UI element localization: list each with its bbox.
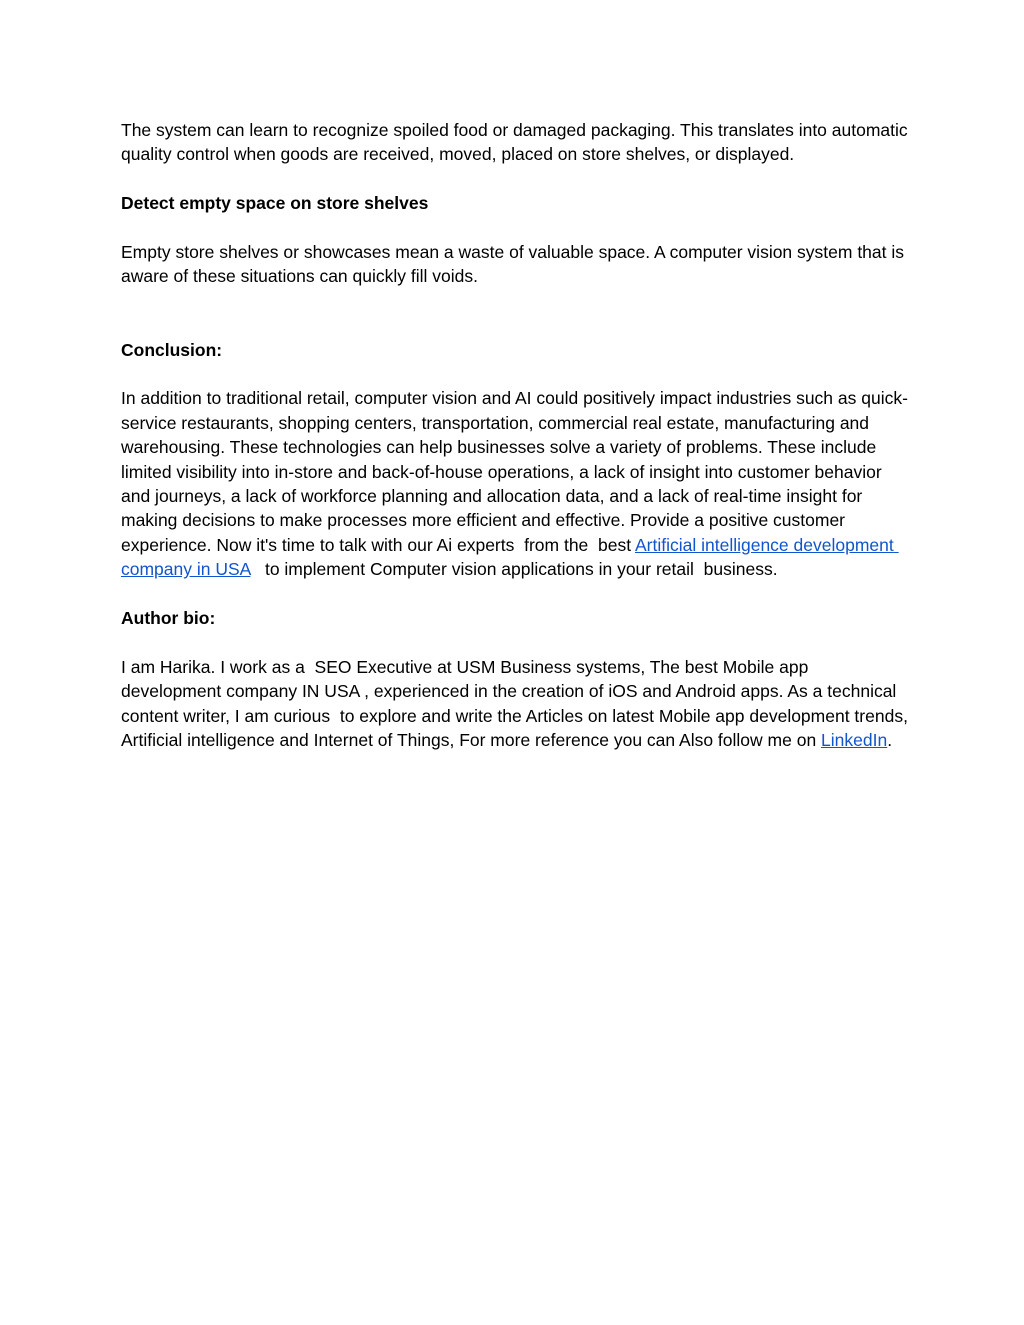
linkedin-link[interactable]: LinkedIn [821, 730, 888, 751]
conclusion-text: In addition to traditional retail, computer vision and AI could positively impact industries such as quick-service restaurants, shopping centers, transportation, commercial real estate, manufacturing and warehousing. These technologies can help businesses solve a variety of problems. These include limited visibility into in-store and back-of-house operations, a lack of insight into customer behavior and journeys, a lack of workforce planning and allocation data, and a lack of real-time insight for making decisions to make processes more efficient and effective. Provide a positive customer experience. Now it's time to talk with our Ai experts from the best [121, 388, 908, 555]
spacer [121, 289, 911, 338]
conclusion-text-end: to implement Computer vision applications in your retail business. [250, 559, 778, 580]
author-bio-text: I am Harika. I work as a SEO Executive at USM Business systems, The best Mobile app development company IN USA , experienced in the creation of iOS and Android apps. As a technical content writer, I am curious to explore and write the Articles on latest Mobile app development trends, Artificial intelligence and Internet of Things, For more reference you can Also follow me on [121, 656, 912, 751]
paragraph-conclusion [121, 386, 911, 581]
paragraph-quality-control: The system can learn to recognize spoiled food or damaged packaging. This translates into automatic quality control when goods are received, moved, placed on store shelves, or displayed. [121, 120, 913, 165]
spacer [121, 216, 911, 240]
paragraph-author-bio [121, 655, 911, 753]
heading-conclusion: Conclusion: [121, 339, 223, 360]
paragraph-empty-shelves: Empty store shelves or showcases mean a waste of valuable space. A computer vision system that is aware of these situations can quickly fill voids. [121, 242, 909, 287]
spacer [121, 630, 911, 654]
ai-company-link[interactable]: Artificial intelligence development company in USA [121, 534, 899, 580]
spacer [121, 582, 911, 606]
heading-author-bio: Author bio: [121, 608, 216, 629]
heading-empty-shelves: Detect empty space on store shelves [121, 193, 429, 214]
spacer [121, 362, 911, 386]
document-page [121, 118, 911, 752]
spacer [121, 167, 911, 191]
author-bio-text-end: . [887, 730, 893, 751]
